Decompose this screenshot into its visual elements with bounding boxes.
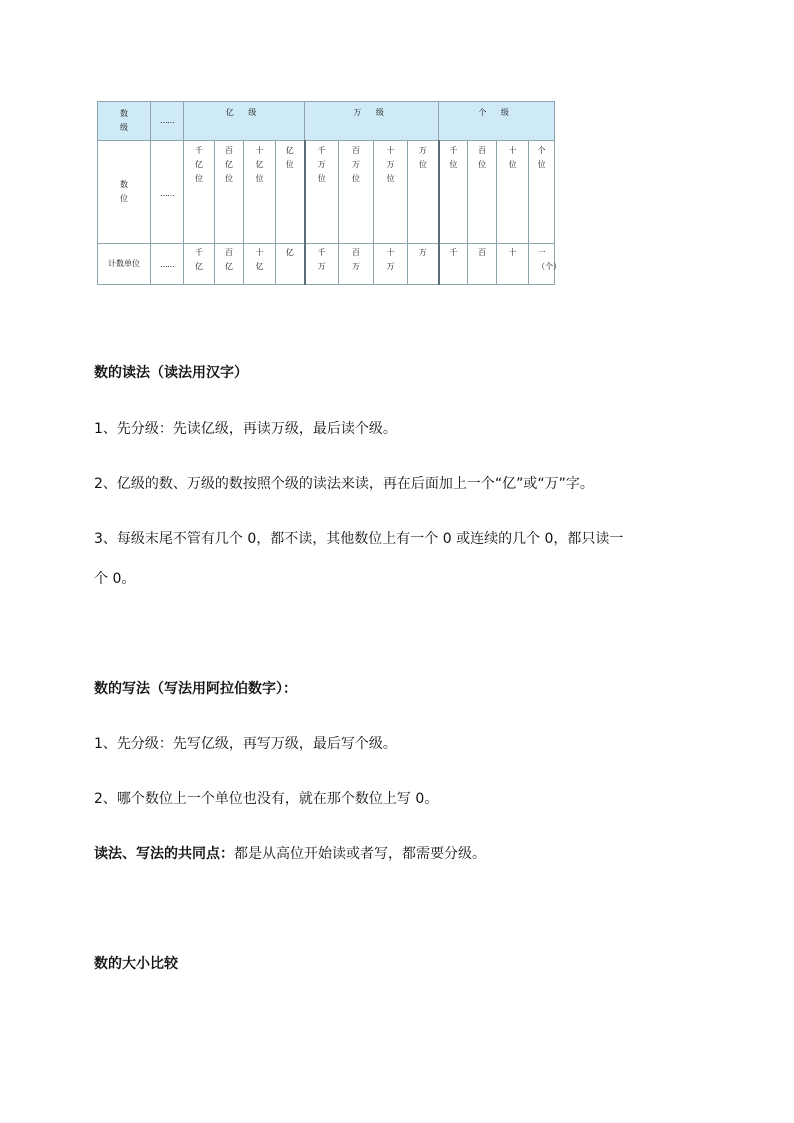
level-ellipsis: …… [151, 102, 184, 141]
unit-cell: 亿 [276, 244, 305, 285]
unit-cell: 百亿 [215, 244, 244, 285]
place-ellipsis: …… [151, 141, 184, 244]
writing-item-2: 2、哪个数位上一个单位也没有，就在那个数位上写 0。 [94, 791, 439, 807]
level-ge: 个 级 [439, 102, 555, 141]
place-cell: 亿位 [276, 141, 305, 244]
unit-cell: 千亿 [184, 244, 215, 285]
reading-heading: 数的读法（读法用汉字） [94, 365, 248, 381]
unit-cell: 一（个） [529, 244, 555, 285]
unit-ellipsis: …… [151, 244, 184, 285]
place-cell: 个位 [529, 141, 555, 244]
level-wan: 万 级 [305, 102, 439, 141]
place-cell: 百位 [468, 141, 497, 244]
writing-item-1: 1、先分级：先写亿级，再写万级，最后写个级。 [94, 736, 397, 752]
writing-heading: 数的写法（写法用阿拉伯数字）： [94, 681, 297, 697]
common-points-text: 都是从高位开始读或者写，都需要分级。 [234, 846, 486, 862]
unit-cell: 十亿 [244, 244, 276, 285]
place-cell: 千亿位 [184, 141, 215, 244]
place-cell: 十位 [497, 141, 529, 244]
unit-cell: 十万 [374, 244, 408, 285]
place-cell: 千万位 [305, 141, 339, 244]
unit-cell: 十 [497, 244, 529, 285]
common-points [94, 843, 486, 863]
row-label-unit: 计数单位 [98, 244, 151, 285]
compare-heading: 数的大小比较 [94, 956, 178, 972]
place-cell: 千位 [439, 141, 468, 244]
common-points-label: 读法、写法的共同点： [94, 846, 234, 862]
row-label-place: 数位 [98, 141, 151, 244]
row-label-level: 数级 [98, 102, 151, 141]
place-cell: 万位 [408, 141, 439, 244]
unit-cell: 万 [408, 244, 439, 285]
unit-cell: 百 [468, 244, 497, 285]
reading-item-2: 2、亿级的数、万级的数按照个级的读法来读，再在后面加上一个“亿”或“万”字。 [94, 476, 594, 492]
place-cell: 百亿位 [215, 141, 244, 244]
place-value-table [97, 101, 562, 279]
level-yi: 亿 级 [184, 102, 305, 141]
unit-cell: 千万 [305, 244, 339, 285]
place-cell: 百万位 [339, 141, 374, 244]
unit-cell: 千 [439, 244, 468, 285]
reading-item-3-cont: 个 0。 [94, 571, 136, 587]
place-cell: 十万位 [374, 141, 408, 244]
place-cell: 十亿位 [244, 141, 276, 244]
unit-cell: 百万 [339, 244, 374, 285]
reading-item-3: 3、每级末尾不管有几个 0，都不读，其他数位上有一个 0 或连续的几个 0，都只读一 [94, 531, 624, 547]
reading-item-1: 1、先分级：先读亿级，再读万级，最后读个级。 [94, 421, 397, 437]
